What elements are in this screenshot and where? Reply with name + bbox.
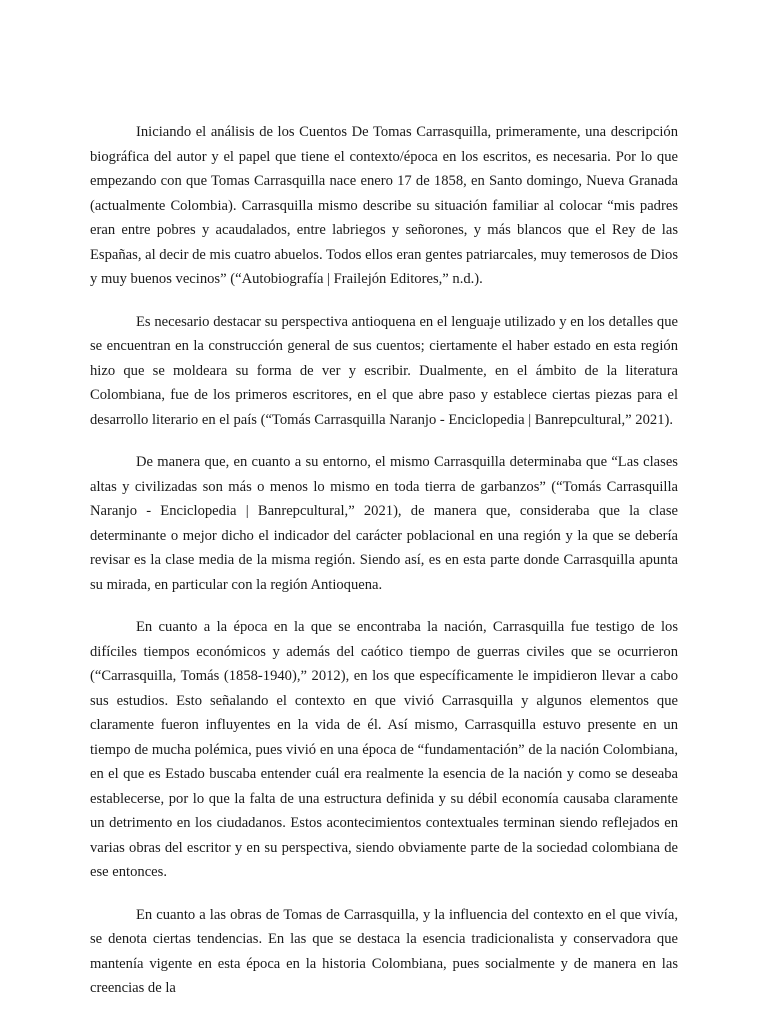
paragraph-4: En cuanto a la época en la que se encontraba la nación, Carrasquilla fue testigo de los difíciles tiempos económicos y además del caótico tiempo de guerras civiles que se ocurrieron (“Carrasquilla, Tomás (1858-1940),” 2012), en los que específicamente le impidieron llevar a cabo sus estudios. Esto señalando el contexto en que vivió Carrasquilla y algunos elementos que claramente fueron influyentes en la vida de él. Así mismo, Carrasquilla estuvo presente en un tiempo de mucha polémica, pues vivió en una época de “fundamentación” de la nación Colombiana, en el que es Estado buscaba entender cuál era realmente la esencia de la nación y como se deseaba establecerse, por lo que la falta de una estructura definida y su débil economía causaba claramente un detrimento en los ciudadanos. Estos acontecimientos contextuales terminan siendo reflejados en varias obras del escritor y en su perspectiva, siendo obviamente parte de la sociedad colombiana de ese entonces.	[90, 619, 678, 880]
paragraph-5: En cuanto a las obras de Tomas de Carrasquilla, y la influencia del contexto en el que vivía, se denota ciertas tendencias. En las que se destaca la esencia tradicionalista y conservadora que mantenía vigente en esta época en la historia Colombiana, pues socialmente y de manera en las creencias de la	[90, 906, 678, 996]
paragraph-1: Iniciando el análisis de los Cuentos De Tomas Carrasquilla, primeramente, una descripción biográfica del autor y el papel que tiene el contexto/época en los escritos, es necesaria. Por lo que empezando con que Tomas Carrasquilla nace enero 17 de 1858, en Santo domingo, Nueva Granada (actualmente Colombia). Carrasquilla mismo describe su situación familiar al colocar “mis padres eran entre pobres y acaudalados, entre labriegos y señorones, y más blancos que el Rey de las Españas, al decir de mis cuatro abuelos. Todos ellos eran gentes patriarcales, muy temerosos de Dios y muy buenos vecinos” (“Autobiografía | Frailejón Editores,” n.d.).	[90, 124, 678, 287]
paragraph-2: Es necesario destacar su perspectiva antioquena en el lenguaje utilizado y en los detalles que se encuentran en la construcción general de sus cuentos; ciertamente el haber estado en esta región hizo que se moldeara su forma de ver y escribir. Dualmente, en el ámbito de la literatura Colombiana, fue de los primeros escritores, en el que abre paso y establece ciertas piezas para el desarrollo literario en el país (“Tomás Carrasquilla Naranjo - Enciclopedia | Banrepcultural,” 2021).	[90, 313, 678, 428]
document-body	[90, 120, 678, 1019]
paragraph-3: De manera que, en cuanto a su entorno, el mismo Carrasquilla determinaba que “Las clases altas y civilizadas son más o menos lo mismo en toda tierra de garbanzos” (“Tomás Carrasquilla Naranjo - Enciclopedia | Banrepcultural,” 2021), de manera que, consideraba que la clase determinante o mejor dicho el indicador del carácter poblacional en una región y la que se debería revisar es la clase media de la misma región. Siendo así, es en esta parte donde Carrasquilla apunta su mirada, en particular con la región Antioquena.	[90, 454, 678, 593]
